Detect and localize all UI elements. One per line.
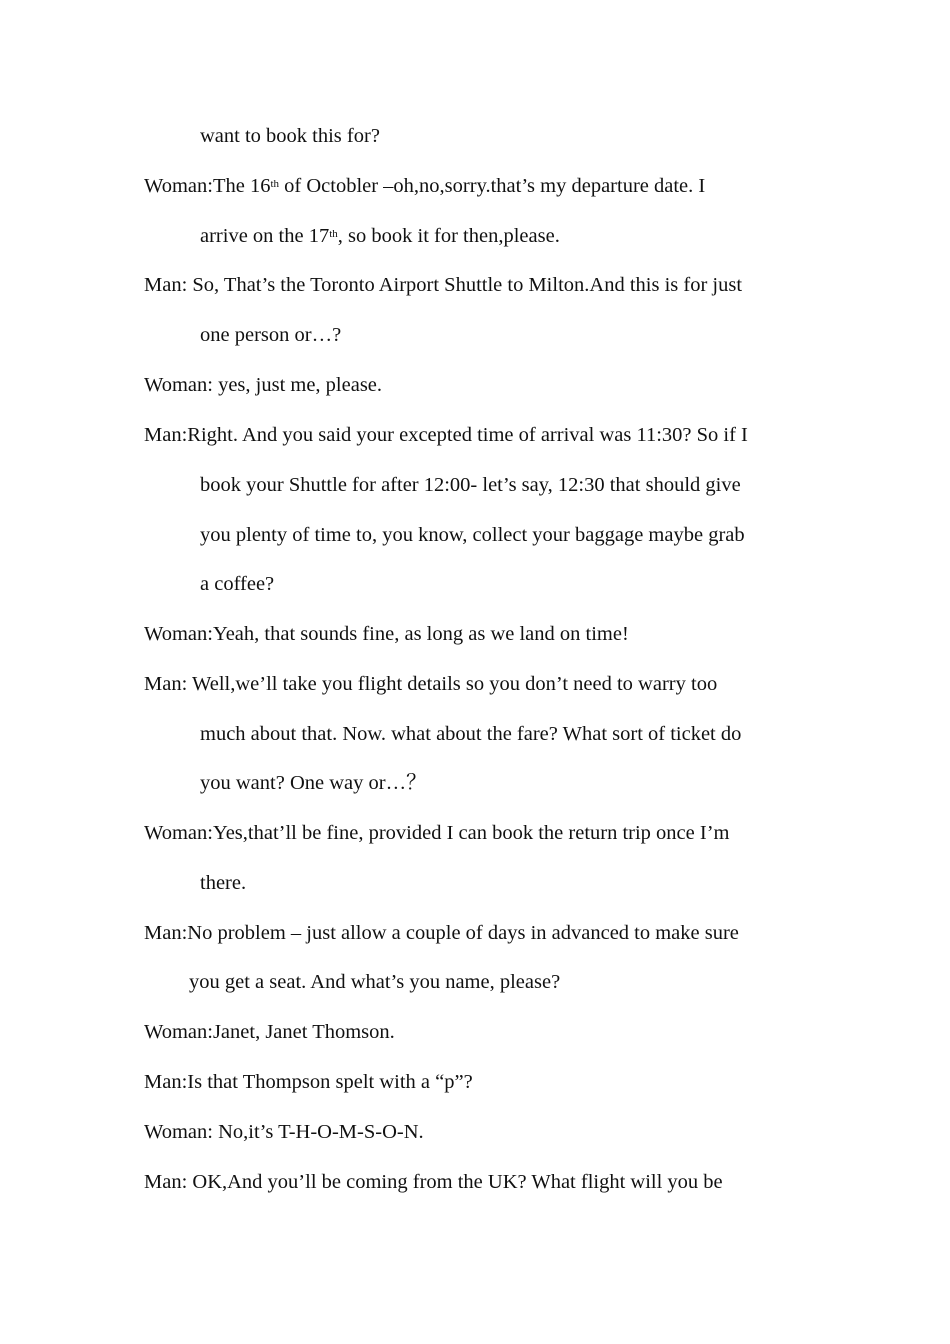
text-line: Woman:Yeah, that sounds fine, as long as we land on time!: [144, 623, 629, 645]
text-line: [200, 224, 800, 251]
text-line: a coffee?: [200, 573, 275, 595]
text-line: Woman: No,it’s T-H-O-M-S-O-N.: [144, 1121, 424, 1143]
text-line: Man:Is that Thompson spelt with a “p”?: [144, 1071, 473, 1093]
text-line: Woman:Yes,that’ll be fine, provided I can book the return trip once I’m: [144, 822, 730, 844]
text-line: Woman: yes, just me, please.: [144, 374, 383, 396]
text-span: of Octobler –oh,no,sorry.that’s my departure date. I: [279, 175, 706, 197]
text-line: you plenty of time to, you know, collect your baggage maybe grab: [200, 524, 745, 546]
text-line: Man: Well,we’ll take you flight details so you don’t need to warry too: [144, 673, 718, 695]
text-line: you want? One way or…？: [200, 772, 427, 794]
text-line: one person or…?: [200, 324, 342, 346]
text-line: book your Shuttle for after 12:00- let’s say, 12:30 that should give: [200, 474, 741, 496]
ordinal-suffix: th: [270, 178, 280, 190]
text-line: there.: [200, 872, 247, 894]
text-line: you get a seat. And what’s you name, please?: [189, 971, 561, 993]
text-line: Man: OK,And you’ll be coming from the UK? What flight will you be: [144, 1171, 723, 1193]
ordinal-suffix: th: [329, 228, 338, 240]
text-line: Man:No problem – just allow a couple of days in advanced to make sure: [144, 922, 739, 944]
text-span: Woman:The 16: [144, 175, 271, 197]
text-line: Woman:Janet, Janet Thomson.: [144, 1021, 395, 1043]
text-line: [144, 174, 844, 201]
text-line: Man: So, That’s the Toronto Airport Shuttle to Milton.And this is for just: [144, 274, 743, 296]
text-line: much about that. Now. what about the fare? What sort of ticket do: [200, 723, 742, 745]
text-line: want to book this for?: [200, 125, 380, 147]
text-line: Man:Right. And you said your excepted time of arrival was 11:30? So if I: [144, 424, 748, 446]
text-span: arrive on the 17: [200, 225, 330, 247]
text-span: , so book it for then,please.: [337, 225, 560, 247]
